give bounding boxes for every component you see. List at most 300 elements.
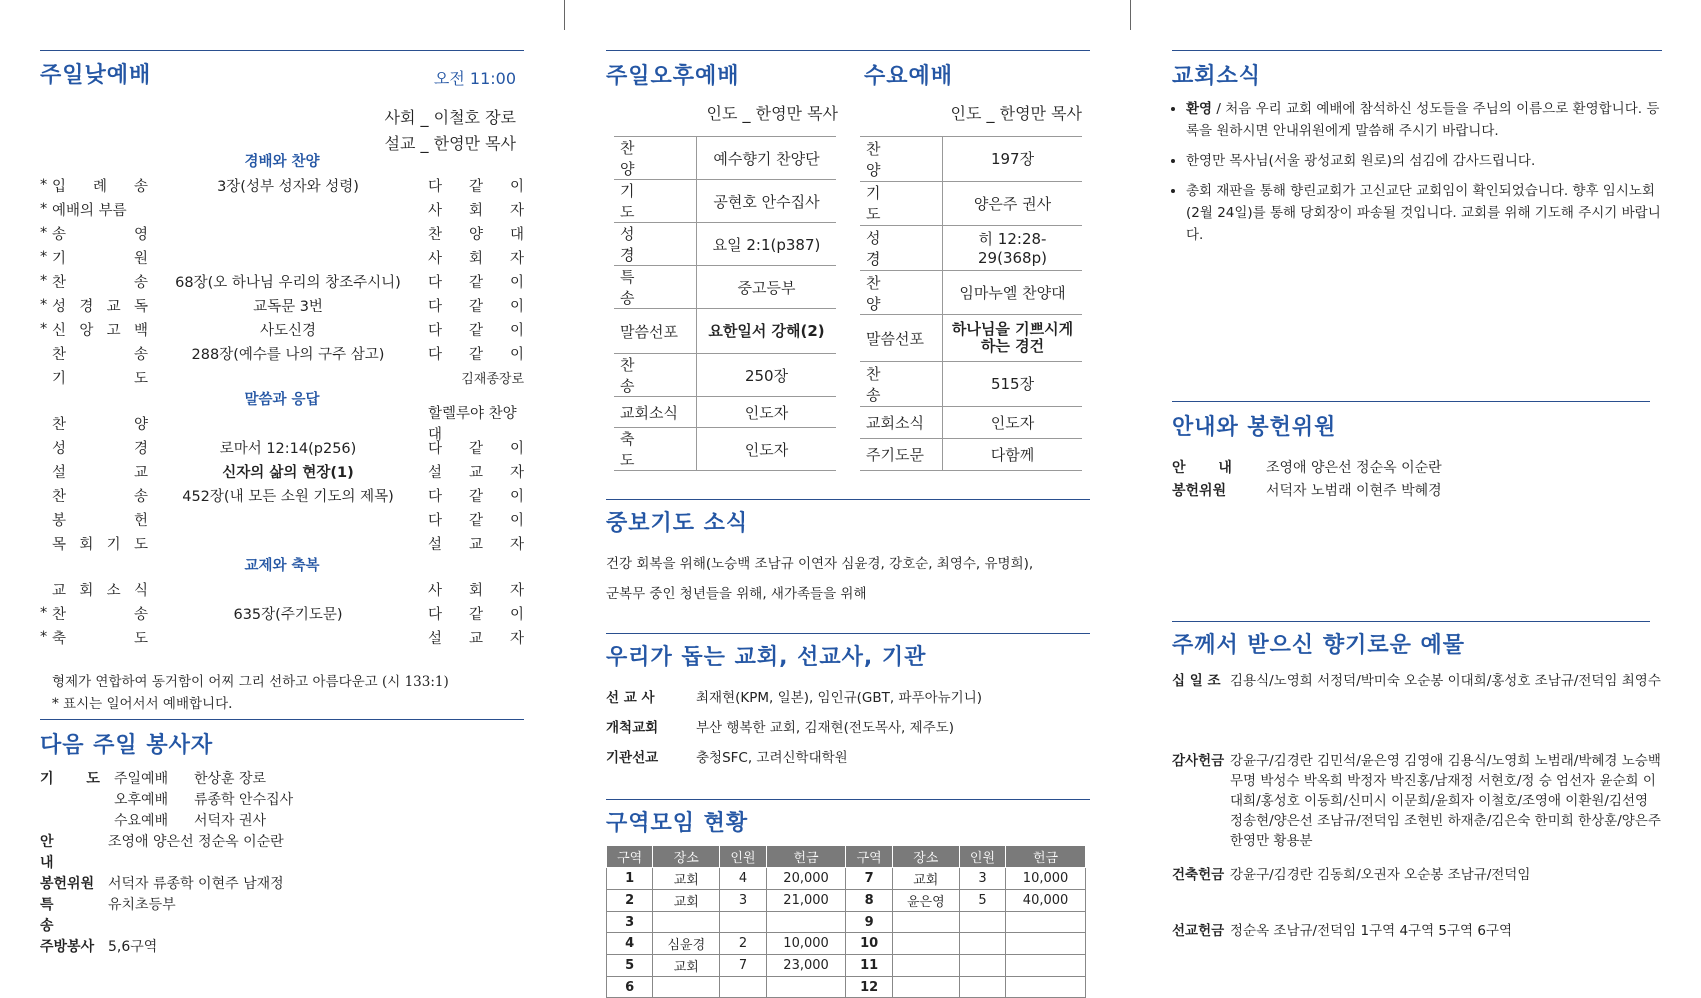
groups-row: [607, 977, 1086, 998]
order-star: *: [40, 321, 48, 337]
service-value: 다함께: [943, 438, 1083, 470]
order-name-char: 신: [52, 322, 67, 339]
order-leader-char: 자: [509, 536, 524, 553]
order-row: [40, 531, 524, 555]
order-name: [52, 175, 148, 196]
order-leader-char: 사: [428, 582, 443, 599]
order-name-char: 독: [133, 298, 148, 315]
offering-row: [1172, 921, 1662, 941]
groups-cell: 20,000: [766, 868, 846, 890]
order-name-char: 기: [52, 370, 67, 387]
groups-cell: 교회: [653, 955, 720, 977]
groups-cell: 2: [720, 933, 766, 955]
service-value: 197장: [943, 137, 1083, 182]
column-right: [1172, 50, 1662, 955]
order-content: 로마서 12:14(p256): [219, 440, 357, 457]
order-leader: [428, 319, 524, 340]
groups-cell: [720, 912, 766, 933]
service-row: [860, 315, 1082, 362]
church-news-list: [1172, 98, 1662, 246]
groups-header-cell: 장소: [653, 846, 720, 868]
service-row: [614, 354, 836, 397]
groups-cell: 5: [607, 955, 653, 977]
service-label: 찬 송: [860, 362, 943, 407]
presider: 사회 _ 이철호 장로: [384, 108, 516, 127]
support-value: 최재현(KPM, 일본), 임인규(GBT, 파푸아뉴기니): [696, 690, 982, 706]
service-row: [614, 397, 836, 428]
next-week-title: 다음 주일 봉사자: [40, 733, 214, 758]
order-name-char: 송: [133, 488, 148, 505]
order-name: 예배의 부름: [52, 202, 127, 219]
volunteer-label: 특 송: [40, 897, 68, 934]
order-leader-char: 대: [509, 226, 524, 243]
standing-note: * 표시는 일어서서 예배합니다.: [52, 696, 233, 712]
order-leader-char: 같: [468, 488, 483, 505]
order-row: [40, 507, 524, 531]
intercession-line: 건강 회복을 위해(노승백 조남규 이연자 심윤경, 강호순, 최영수, 유명희),: [606, 556, 1034, 572]
groups-cell: [653, 977, 720, 998]
order-name-char: 축: [52, 630, 67, 647]
prayer-row: [114, 790, 293, 811]
order-leader: [428, 533, 524, 554]
order-leader-char: 김: [461, 371, 474, 387]
groups-cell: [1006, 912, 1086, 933]
order-list-1: [40, 173, 524, 389]
groups-cell: 교회: [653, 868, 720, 890]
order-leader-char: 같: [468, 606, 483, 623]
groups-header-cell: 헌금: [766, 846, 846, 868]
divider: [606, 499, 1090, 500]
order-star: *: [40, 273, 48, 289]
offering-value: 김용식/노영희 서정덕/박미숙 오순봉 이대희/홍성호 조남규/전덕임 최영수: [1230, 673, 1661, 689]
order-leader-char: 다: [428, 298, 443, 315]
order-leader: [428, 343, 524, 364]
order-leader-char: 회: [468, 582, 483, 599]
groups-cell: [720, 977, 766, 998]
order-star: *: [40, 201, 48, 217]
offering-label: 건축헌금: [1172, 867, 1225, 883]
divider: [1172, 50, 1662, 51]
order-content: 68장(오 하나님 우리의 창조주시니): [175, 274, 401, 291]
order-leader-char: 이: [509, 488, 524, 505]
service-value: 인도자: [697, 397, 837, 428]
order-leader: [428, 461, 524, 482]
usher-rows: [1172, 457, 1662, 503]
order-name-char: 교: [52, 582, 67, 599]
order-leader-char: 재: [473, 371, 487, 387]
service-label: 주기도문: [860, 438, 943, 470]
support-label: 기관선교: [606, 750, 659, 766]
order-row: [40, 341, 524, 365]
order-leader-char: 다: [428, 322, 443, 339]
news-item: [1186, 150, 1662, 172]
order-star: *: [40, 629, 48, 645]
order-leader-char: 같: [468, 274, 483, 291]
groups-cell: 10: [846, 933, 892, 955]
service-row: [860, 137, 1082, 182]
order-leader-char: 사: [428, 250, 443, 267]
divider: [1172, 401, 1650, 402]
order-leader-char: 양: [468, 226, 483, 243]
order-row: [40, 293, 524, 317]
divider: [606, 50, 1090, 51]
news-item-text: / 처음 우리 교회 예배에 참석하신 성도들을 주님의 이름으로 환영합니다. 등록을 원하시면 안내위원에게 말씀해 주시기 바랍니다.: [1186, 101, 1660, 139]
service-label: 기 도: [860, 181, 943, 226]
groups-cell: 6: [607, 977, 653, 998]
order-name-char: 송: [133, 606, 148, 623]
order-content: 288장(예수를 나의 구주 삼고): [191, 346, 385, 363]
service-value: 히 12:28-29(368p): [943, 226, 1083, 271]
order-name-char: 송: [133, 274, 148, 291]
divider: [606, 799, 1090, 800]
order-leader-char: 이: [509, 298, 524, 315]
next-week-rows: [40, 832, 524, 958]
groups-cell: 10,000: [766, 933, 846, 955]
order-name-char: 경: [133, 440, 148, 457]
order-leader-char: 교: [468, 464, 483, 481]
order-leader-char: 교: [468, 630, 483, 647]
groups-cell: 10,000: [1006, 868, 1086, 890]
support-value: 부산 행복한 교회, 김재현(전도목사, 제주도): [696, 720, 954, 736]
volunteer-label: 봉헌위원: [40, 876, 95, 892]
groups-cell: [959, 912, 1005, 933]
fold-mark-1: [564, 0, 565, 30]
order-name: [52, 603, 148, 624]
offering-row: [1172, 865, 1662, 885]
column-left: [40, 50, 524, 958]
order-leader-char: 이: [509, 512, 524, 529]
section-heading: 교제와 축복: [244, 558, 320, 574]
service-value: 양은주 권사: [943, 181, 1083, 226]
order-star: *: [40, 225, 48, 241]
order-row: [40, 406, 524, 443]
service-value: 요한일서 강해(2): [697, 309, 837, 354]
order-name-char: 경: [79, 298, 94, 315]
bible-verse: 형제가 연합하여 동거함이 어찌 그리 선하고 아름다운고 (시 133:1): [52, 674, 449, 690]
support-value: 충청SFC, 고려신학대학원: [696, 750, 848, 766]
order-name-char: 입: [52, 178, 67, 195]
groups-row: [607, 955, 1086, 977]
service-value: 공현호 안수집사: [697, 180, 837, 223]
order-name: [52, 295, 148, 316]
order-name-char: 식: [133, 582, 148, 599]
order-name-char: 찬: [52, 346, 67, 363]
section-heading: 말씀과 응답: [244, 392, 320, 408]
offering-rows: [1172, 671, 1662, 941]
support-label: 개척교회: [606, 720, 659, 736]
groups-header-cell: 인원: [959, 846, 1005, 868]
order-content: 635장(주기도문): [233, 606, 343, 623]
order-name-char: 도: [133, 370, 148, 387]
order-name: [52, 367, 148, 388]
prayer-row: [114, 769, 293, 790]
support-rows: [606, 681, 1090, 771]
order-name-char: 기: [106, 536, 121, 553]
order-leader-char: 이: [509, 606, 524, 623]
order-leader: [428, 199, 524, 220]
order-name-char: 도: [133, 536, 148, 553]
order-name: [52, 271, 148, 292]
order-name-char: 찬: [52, 488, 67, 505]
volunteer-row: [40, 874, 524, 895]
groups-header-cell: 인원: [720, 846, 766, 868]
groups-title: 구역모임 현황: [606, 811, 749, 836]
service-value: 인도자: [697, 428, 837, 471]
groups-header-cell: 장소: [892, 846, 959, 868]
offering-value: 강윤구/김경란 김민석/윤은영 김영애 김용식/노영희 노범래/박혜경 노승백 무명 박성수 박옥희 박정자 박진홍/남재정 서현호/정 승 엄선자 윤순희 이대희/홍성호 이동희/신미시 이문희/윤희자 이철호/조영애 이환원/김선영 정송현/양은선 조남규/전덕임 조현빈 하재춘/김은숙 한미희 한상훈/양은주 한영만 황용분: [1230, 753, 1661, 849]
service-label: 기 도: [614, 180, 697, 223]
prayer-person: 서덕자 권사: [194, 813, 267, 829]
order-leader-char: 이: [509, 440, 524, 457]
order-row: [40, 459, 524, 483]
service-row: [860, 270, 1082, 315]
groups-cell: 심윤경: [653, 933, 720, 955]
prayer-list: [114, 769, 293, 832]
order-name-char: 찬: [52, 416, 67, 433]
service-label: 찬 양: [614, 137, 697, 180]
service-label: 말씀선포: [614, 309, 697, 354]
order-leader: [428, 579, 524, 600]
usher-value: 서덕자 노범래 이현주 박혜경: [1266, 483, 1442, 499]
service-row: [860, 438, 1082, 470]
volunteer-row: [40, 832, 524, 874]
groups-cell: [892, 977, 959, 998]
order-leader-char: 이: [509, 346, 524, 363]
volunteer-value: 서덕자 류종학 이현주 남재정: [108, 876, 284, 892]
order-leader-char: 같: [468, 440, 483, 457]
order-name-char: 영: [133, 226, 148, 243]
order-leader-char: 이: [509, 178, 524, 195]
usher-row: [1172, 480, 1662, 503]
order-name-char: 헌: [133, 512, 148, 529]
order-content: 3장(성부 성자와 성령): [217, 178, 359, 195]
groups-row: [607, 933, 1086, 955]
service-value: 250장: [697, 354, 837, 397]
volunteer-row: [40, 937, 524, 958]
groups-row: [607, 868, 1086, 890]
order-leader-char: 자: [509, 202, 524, 219]
order-leader-char: 이: [509, 274, 524, 291]
volunteer-label: 안 내: [40, 834, 68, 871]
wednesday-order-table: [860, 136, 1082, 471]
offering-label: 감사헌금: [1172, 753, 1225, 769]
service-row: [860, 181, 1082, 226]
order-name: [52, 579, 148, 600]
service-row: [614, 266, 836, 309]
groups-cell: 11: [846, 955, 892, 977]
order-leader-char: 다: [428, 512, 443, 529]
service-value: 임마누엘 찬양대: [943, 270, 1083, 315]
wednesday-title: 수요예배: [864, 64, 954, 89]
order-name-char: 교: [133, 464, 148, 481]
order-leader-char: 설: [428, 464, 443, 481]
order-name-char: 기: [52, 250, 67, 267]
groups-row: [607, 912, 1086, 933]
order-content: 교독문 3번: [253, 298, 323, 315]
ushers-title: 안내와 봉헌위원: [1172, 415, 1337, 440]
volunteer-value: 5,6구역: [108, 939, 158, 955]
order-leader-char: 이: [509, 322, 524, 339]
order-leader-char: 다: [428, 488, 443, 505]
groups-cell: [766, 977, 846, 998]
order-name-char: 송: [133, 178, 148, 195]
order-name-char: 송: [133, 346, 148, 363]
order-name: [52, 437, 148, 458]
prayer-person: 류종학 안수집사: [194, 792, 294, 808]
usher-label: 봉헌위원: [1172, 483, 1227, 499]
order-content: 신자의 삶의 현장(1): [222, 464, 354, 481]
order-star: *: [40, 297, 48, 313]
order-name: [52, 627, 148, 648]
afternoon-leader: 인도 _ 한영만 목사: [706, 104, 838, 123]
groups-cell: 3: [720, 890, 766, 912]
groups-cell: 2: [607, 890, 653, 912]
order-leader-char: 같: [468, 512, 483, 529]
order-leader: [428, 485, 524, 506]
groups-cell: [653, 912, 720, 933]
order-row: [40, 577, 524, 601]
support-row: [606, 711, 1090, 741]
intercession-line: 군복무 중인 청년들을 위해, 새가족들을 위해: [606, 586, 867, 602]
groups-cell: [766, 912, 846, 933]
order-name-char: 앙: [79, 322, 94, 339]
groups-header-cell: 헌금: [1006, 846, 1086, 868]
groups-cell: [1006, 933, 1086, 955]
order-leader-char: 같: [468, 178, 483, 195]
offering-value: 강윤구/김경란 김동희/오권자 오순봉 조남규/전덕임: [1230, 867, 1531, 883]
order-leader-char: 다: [428, 346, 443, 363]
groups-cell: 7: [846, 868, 892, 890]
order-row: [40, 317, 524, 341]
order-name-char: 송: [52, 226, 67, 243]
groups-cell: [959, 933, 1005, 955]
order-name: [52, 247, 148, 268]
order-name-char: 목: [52, 536, 67, 553]
usher-label: 안 내: [1172, 460, 1246, 476]
order-leader-char: 로: [511, 371, 524, 387]
sunday-worship-title: 주일낮예배: [40, 63, 152, 88]
prayer-label: 기 도: [40, 771, 114, 787]
usher-value: 조영애 양은선 정순옥 이순란: [1266, 460, 1442, 476]
order-leader: [428, 295, 524, 316]
order-name-char: 도: [133, 630, 148, 647]
service-label: 찬 양: [860, 270, 943, 315]
offering-value: 정순옥 조남규/전덕임 1구역 4구역 5구역 6구역: [1230, 923, 1513, 939]
order-leader: [428, 603, 524, 624]
order-leader: [428, 627, 524, 648]
news-item-text: 한영만 목사님(서울 광성교회 원로)의 섬김에 감사드립니다.: [1186, 153, 1536, 169]
service-value: 인도자: [943, 406, 1083, 438]
order-name: [52, 485, 148, 506]
offering-row: [1172, 671, 1662, 691]
order-row: [40, 197, 524, 221]
section-heading: 경배와 찬양: [244, 154, 320, 170]
order-leader: [428, 437, 524, 458]
volunteer-value: 조영애 양은선 정순옥 이순란: [108, 834, 284, 850]
order-row: [40, 269, 524, 293]
groups-cell: [892, 955, 959, 977]
order-leader-char: 회: [468, 250, 483, 267]
order-name-char: 회: [79, 582, 94, 599]
service-label: 특 송: [614, 266, 697, 309]
service-row: [860, 226, 1082, 271]
news-item-text: 총회 재판을 통해 향린교회가 고신교단 교회임이 확인되었습니다. 향후 임시노회(2월 24일)를 통해 당회장이 파송될 것입니다. 교회를 위해 기도해 주시기 바랍니다.: [1186, 183, 1661, 243]
order-leader-char: 찬: [428, 226, 443, 243]
support-row: [606, 681, 1090, 711]
groups-cell: [959, 955, 1005, 977]
order-name-char: 양: [133, 416, 148, 433]
prayer-person: 한상훈 장로: [194, 771, 267, 787]
order-leader-char: 다: [428, 606, 443, 623]
order-name-char: 성: [52, 440, 67, 457]
groups-cell: 8: [846, 890, 892, 912]
order-leader-char: 설: [428, 536, 443, 553]
order-star: *: [40, 249, 48, 265]
order-name: [52, 223, 148, 244]
service-row: [614, 223, 836, 266]
service-label: 찬 송: [614, 354, 697, 397]
order-leader: [428, 368, 524, 387]
groups-cell: 교회: [892, 868, 959, 890]
fold-mark-2: [1130, 0, 1131, 30]
order-name-char: 설: [52, 464, 67, 481]
service-label: 교회소식: [614, 397, 697, 428]
order-row: [40, 221, 524, 245]
order-list-3: [40, 577, 524, 649]
order-star: *: [40, 605, 48, 621]
order-row: [40, 625, 524, 649]
groups-cell: 9: [846, 912, 892, 933]
order-row: [40, 173, 524, 197]
volunteer-label: 주방봉사: [40, 939, 95, 955]
service-value: 예수향기 찬양단: [697, 137, 837, 180]
order-leader: [428, 223, 524, 244]
order-name-char: 고: [106, 322, 121, 339]
service-label: 성 경: [860, 226, 943, 271]
order-row: [40, 245, 524, 269]
groups-cell: 40,000: [1006, 890, 1086, 912]
service-value: 하나님을 기쁘시게 하는 경건: [943, 315, 1083, 362]
order-leader-char: 교: [468, 536, 483, 553]
service-label: 축 도: [614, 428, 697, 471]
order-leader: [428, 175, 524, 196]
order-leader-char: 다: [428, 440, 443, 457]
order-name: [52, 319, 148, 340]
church-news-title: 교회소식: [1172, 64, 1262, 89]
order-star: *: [40, 177, 48, 193]
groups-header-row: [607, 846, 1086, 868]
order-name-char: 성: [52, 298, 67, 315]
wednesday-leader: 인도 _ 한영만 목사: [950, 104, 1082, 123]
service-row: [614, 309, 836, 354]
service-value: 515장: [943, 362, 1083, 407]
prayer-service: 오후예배: [114, 792, 169, 808]
divider: [1172, 621, 1650, 622]
service-label: 성 경: [614, 223, 697, 266]
order-leader-char: 장: [498, 371, 512, 387]
order-row: [40, 483, 524, 507]
column-middle: [606, 50, 1090, 998]
prayer-row: [114, 811, 293, 832]
prayer-service: 주일예배: [114, 771, 169, 787]
order-name: [52, 343, 148, 364]
order-name-char: 원: [133, 250, 148, 267]
order-leader-char: 설: [428, 630, 443, 647]
volunteer-value: 유치초등부: [108, 897, 176, 913]
service-row: [614, 137, 836, 180]
prayer-service: 수요예배: [114, 813, 169, 829]
groups-cell: 5: [959, 890, 1005, 912]
